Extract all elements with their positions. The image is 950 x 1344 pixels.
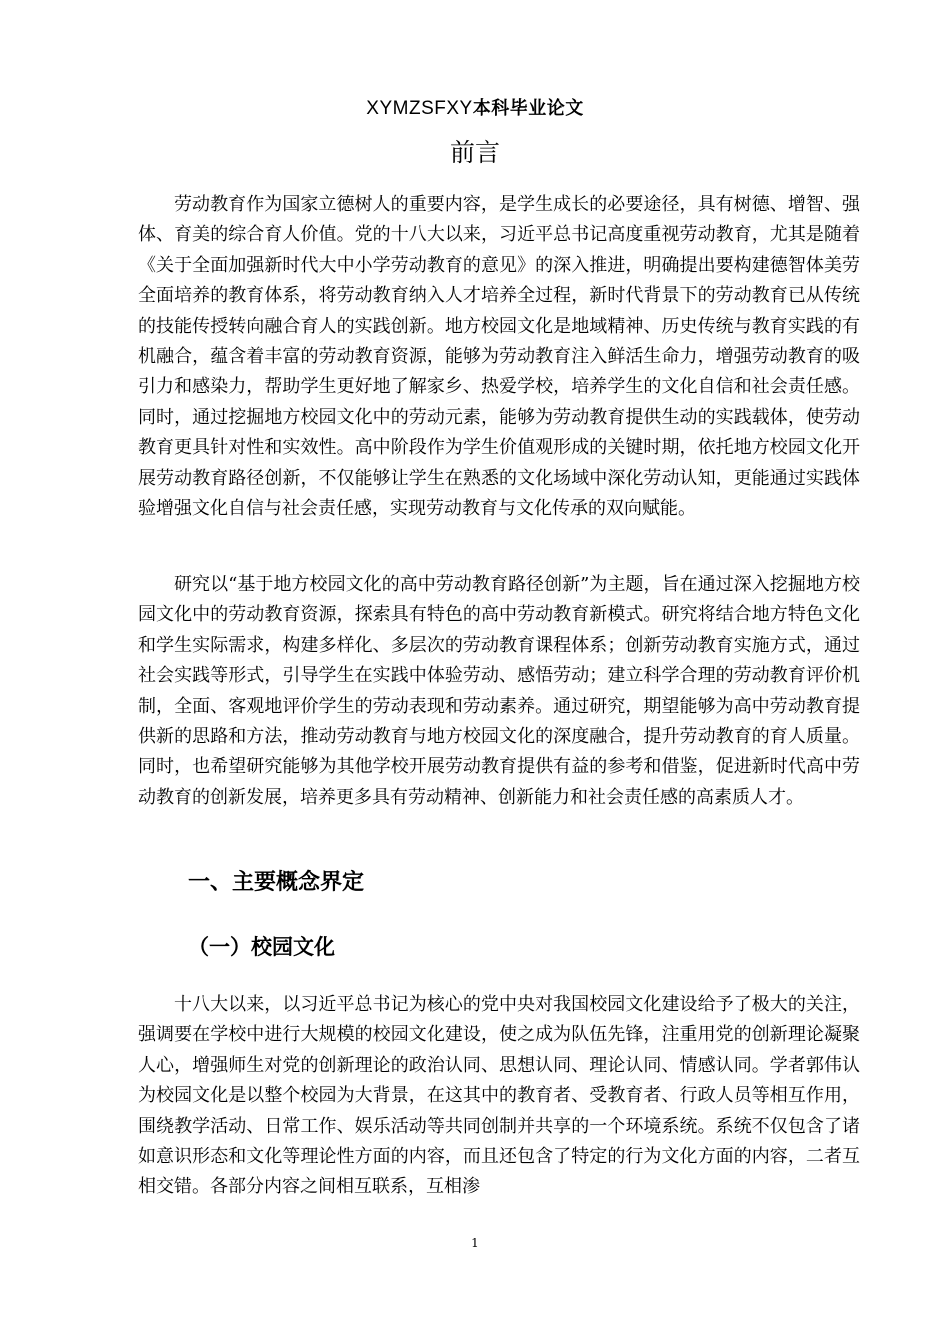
subsection-heading: （一）校园文化	[188, 935, 335, 959]
section-title-preface: 前言	[449, 138, 500, 167]
preface-paragraph-1: 劳动教育作为国家立德树人的重要内容，是学生成长的必要途径，具有树德、增智、强体、育美的综合育人价值。党的十八大以来，习近平总书记高度重视劳动教育，尤其是随着《关于全面加强新时代大中小学劳动教育的意见》的深入推进，明确提出要构建德智体美劳全面培养的教育体系，将劳动教育纳入人才培养全过程，新时代背景下的劳动教育已从传统的技能传授转向融合育人的实践创新。地方校园文化是地域精神、历史传统与教育实践的有机融合，蕴含着丰富的劳动教育资源，能够为劳动教育注入鲜活生命力，增强劳动教育的吸引力和感染力，帮助学生更好地了解家乡、热爱学校，培养学生的文化自信和社会责任感。同时，通过挖掘地方校园文化中的劳动元素，能够为劳动教育提供生动的实践载体，使劳动教育更具针对性和实效性。高中阶段作为学生价值观形成的关键时期，依托地方校园文化开展劳动教育路径创新，不仅能够让学生在熟悉的文化场域中深化劳动认知，更能通过实践体验增强文化自信与社会责任感，实现劳动教育与文化传承的双向赋能。	[138, 194, 860, 520]
header-institution-code: XYMZSFXY	[366, 98, 473, 119]
running-header	[0, 96, 950, 121]
preface-paragraph-2: 研究以“基于地方校园文化的高中劳动教育路径创新”为主题，旨在通过深入挖掘地方校园文化中的劳动教育资源，探索具有特色的高中劳动教育新模式。研究将结合地方特色文化和学生实际需求，构建多样化、多层次的劳动教育课程体系；创新劳动教育实施方式，通过社会实践等形式，引导学生在实践中体验劳动、感悟劳动；建立科学合理的劳动教育评价机制，全面、客观地评价学生的劳动表现和劳动素养。通过研究，期望能够为高中劳动教育提供新的思路和方法，推动劳动教育与地方校园文化的深度融合，提升劳动教育的育人质量。同时，也希望研究能够为其他学校开展劳动教育提供有益的参考和借鉴，促进新时代高中劳动教育的创新发展，培养更多具有劳动精神、创新能力和社会责任感的高素质人才。	[138, 574, 860, 808]
header-thesis-label: 本科毕业论文	[472, 98, 584, 119]
campus-culture-paragraph: 十八大以来，以习近平总书记为核心的党中央对我国校园文化建设给予了极大的关注，强调要在学校中进行大规模的校园文化建设，使之成为队伍先锋，注重用党的创新理论凝聚人心，增强师生对党的创新理论的政治认同、思想认同、理论认同、情感认同。学者郭伟认为校园文化是以整个校园为大背景，在这其中的教育者、受教育者、行政人员等相互作用，围绕教学活动、日常工作、娱乐活动等共同创制并共享的一个环境系统。系统不仅包含了诸如意识形态和文化等理论性方面的内容，而且还包含了特定的行为文化方面的内容，二者互相交错。各部分内容之间相互联系，互相渗	[138, 994, 860, 1198]
chapter-heading: 一、主要概念界定	[188, 870, 365, 895]
page-number: 1	[471, 1236, 479, 1250]
